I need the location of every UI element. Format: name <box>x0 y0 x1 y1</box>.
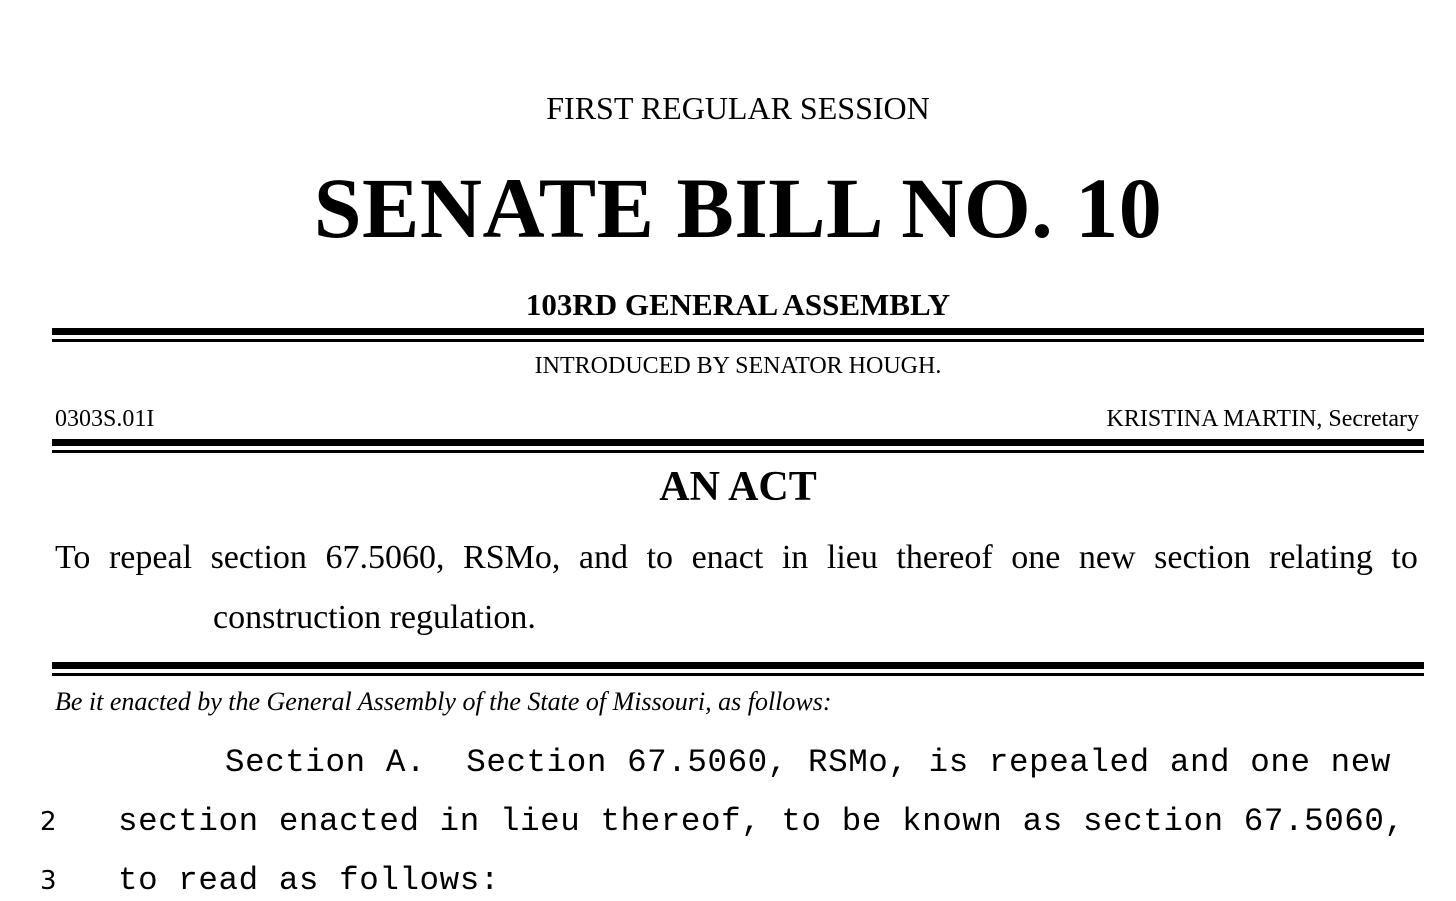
general-assembly-label: 103RD GENERAL ASSEMBLY <box>525 287 951 322</box>
title-word: enact <box>691 539 764 576</box>
enacting-clause: Be it enacted by the General Assembly of the State of Missouri, as follows: <box>55 687 832 716</box>
act-title-line-2: construction regulation. <box>213 599 536 636</box>
title-word: repeal <box>108 539 193 576</box>
session-label: FIRST REGULAR SESSION <box>546 90 930 126</box>
title-word: lieu <box>826 539 878 576</box>
bill-title: SENATE BILL NO. 10 <box>313 160 1163 256</box>
line-number: 3 <box>40 866 57 896</box>
body-line-3: to read as follows: <box>118 862 500 899</box>
act-title-line-1 <box>55 537 1418 579</box>
title-word: and <box>578 539 628 576</box>
divider-thin <box>52 673 1424 676</box>
divider-thick <box>52 439 1424 446</box>
divider-thin <box>52 450 1424 453</box>
title-word: in <box>781 539 809 576</box>
introduced-by: INTRODUCED BY SENATOR HOUGH. <box>534 353 942 379</box>
title-word: relating <box>1269 539 1373 576</box>
line-number: 2 <box>40 807 57 837</box>
act-heading: AN ACT <box>659 464 817 510</box>
title-word: 67.5060, <box>325 539 445 576</box>
title-word: new <box>1078 539 1136 576</box>
secretary-label: KRISTINA MARTIN, Secretary <box>1106 406 1419 432</box>
title-word: thereof <box>896 539 993 576</box>
bill-code: 0303S.01I <box>55 406 155 432</box>
body-line-1: Section A. Section 67.5060, RSMo, is repealed and one new <box>225 744 1391 781</box>
body-line-2: section enacted in lieu thereof, to be known as section 67.5060, <box>118 803 1405 840</box>
title-word: section <box>1154 539 1251 576</box>
title-word: to <box>1391 539 1418 576</box>
divider-thick <box>52 328 1424 335</box>
title-word: To <box>55 539 91 576</box>
title-word: RSMo, <box>463 539 561 576</box>
divider-thick <box>52 662 1424 669</box>
divider-thin <box>52 339 1424 342</box>
title-word: section <box>210 539 307 576</box>
title-word: to <box>646 539 674 576</box>
title-word: one <box>1011 539 1061 576</box>
